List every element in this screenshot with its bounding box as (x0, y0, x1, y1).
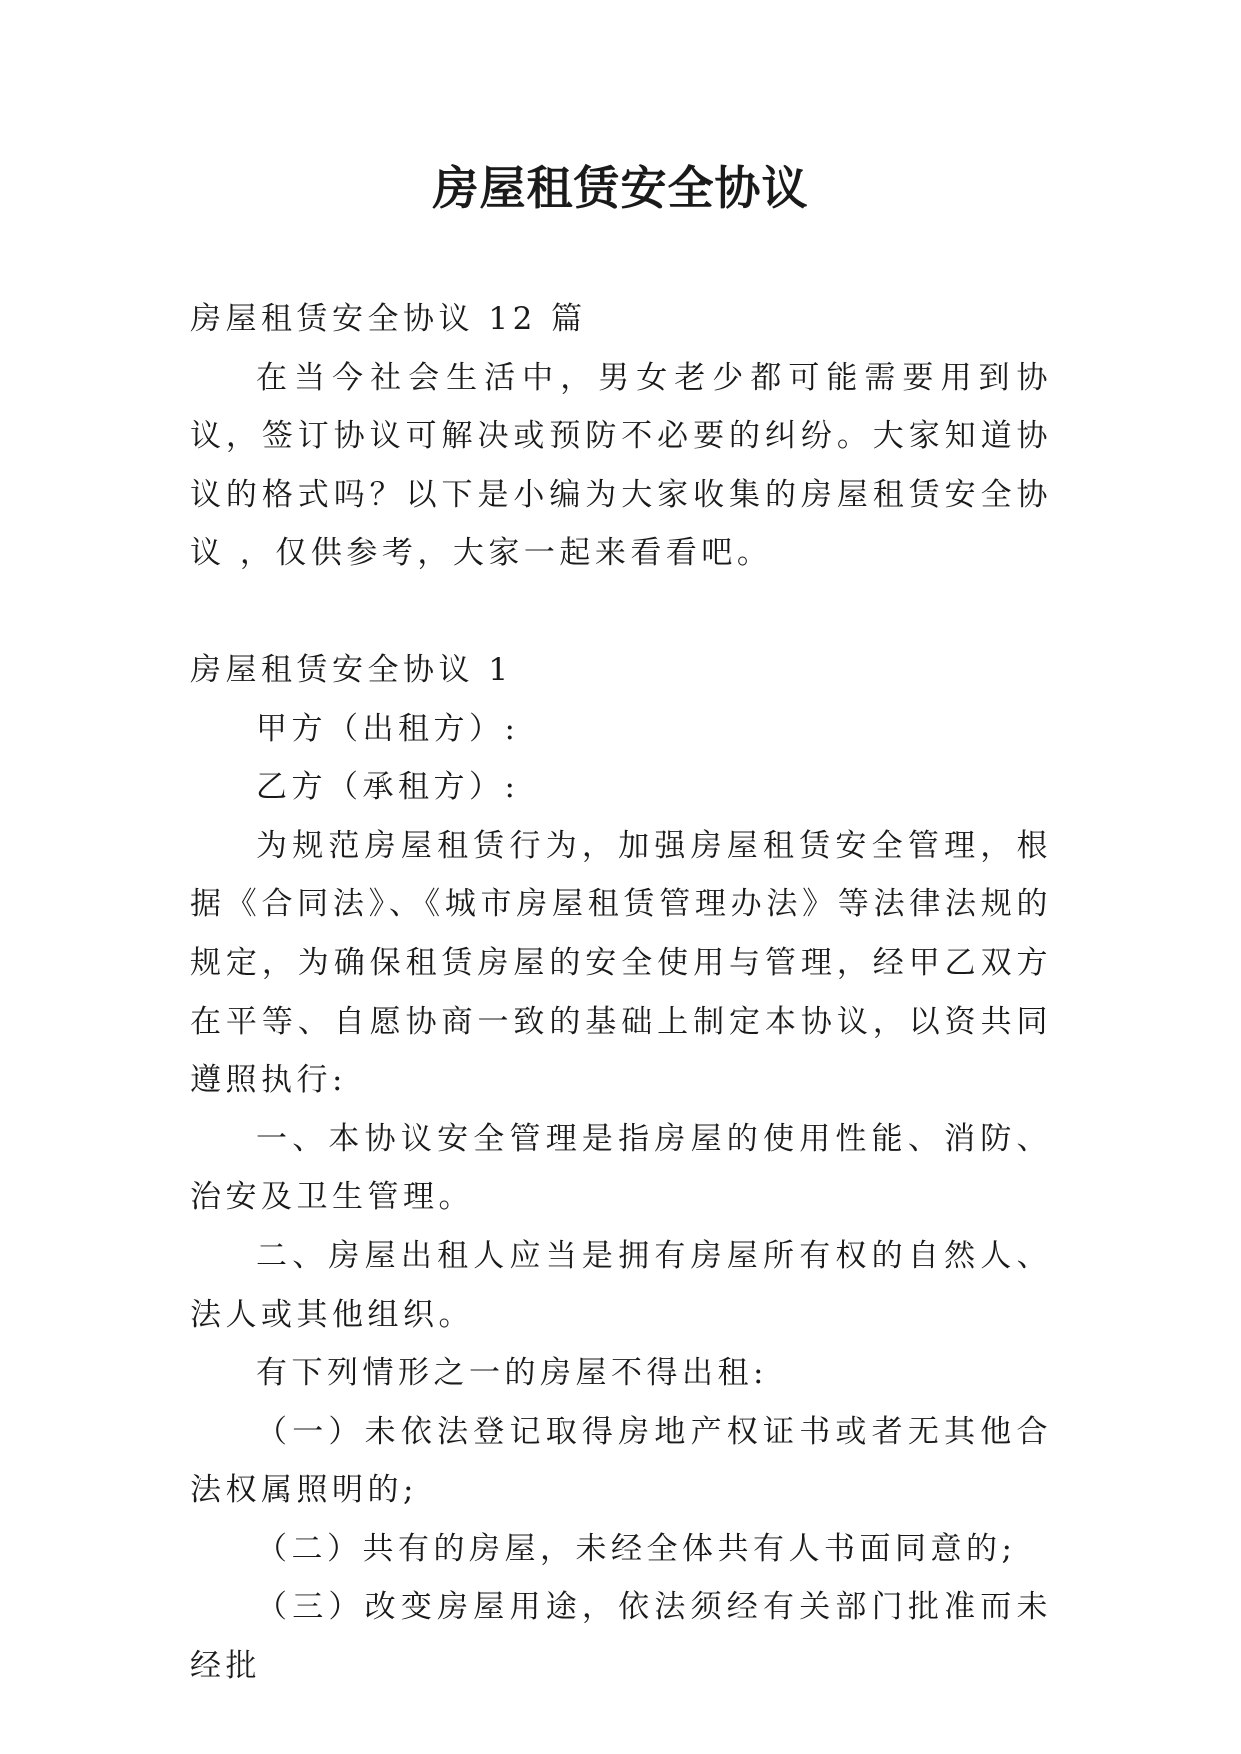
intro-paragraph: 在当今社会生活中，男女老少都可能需要用到协议，签订协议可解决或预防不必要的纠纷。大家知道协议的格式吗？以下是小编为大家收集的房屋租赁安全协议 ，仅供参考，大家一起来看看吧。 (190, 359, 1052, 572)
clause-1: 一、本协议安全管理是指房屋的使用性能、消防、治安及卫生管理。 (190, 1120, 1052, 1216)
purpose-paragraph: 为规范房屋租赁行为，加强房屋租赁安全管理，根据《合同法》、《城市房屋租赁管理办法》等法律法规的规定，为确保租赁房屋的安全使用与管理，经甲乙双方在平等、自愿协商一致的基础上制定本协议，以资共同遵照执行: (190, 827, 1052, 1099)
list-item-1: （一）未依法登记取得房地产权证书或者无其他合法权属照明的; (190, 1413, 1052, 1509)
document-body (190, 290, 1052, 1696)
section-heading: 房屋租赁安全协议 1 (190, 651, 513, 688)
list-item-3: （三）改变房屋用途，依法须经有关部门批准而未经批 (190, 1589, 1052, 1685)
party-a-line: 甲方（出租方）: (256, 710, 520, 747)
clause-2: 二、房屋出租人应当是拥有房屋所有权的自然人、法人或其他组织。 (190, 1237, 1052, 1333)
list-item-2: （二）共有的房屋，未经全体共有人书面同意的; (256, 1530, 1017, 1567)
subtitle: 房屋租赁安全协议 12 篇 (190, 301, 587, 337)
paragraph-gap (190, 583, 1052, 641)
party-b-line: 乙方（承租方）: (256, 769, 520, 806)
clause-2-note: 有下列情形之一的房屋不得出租: (256, 1355, 768, 1392)
document-title: 房屋租赁安全协议 (432, 161, 809, 215)
